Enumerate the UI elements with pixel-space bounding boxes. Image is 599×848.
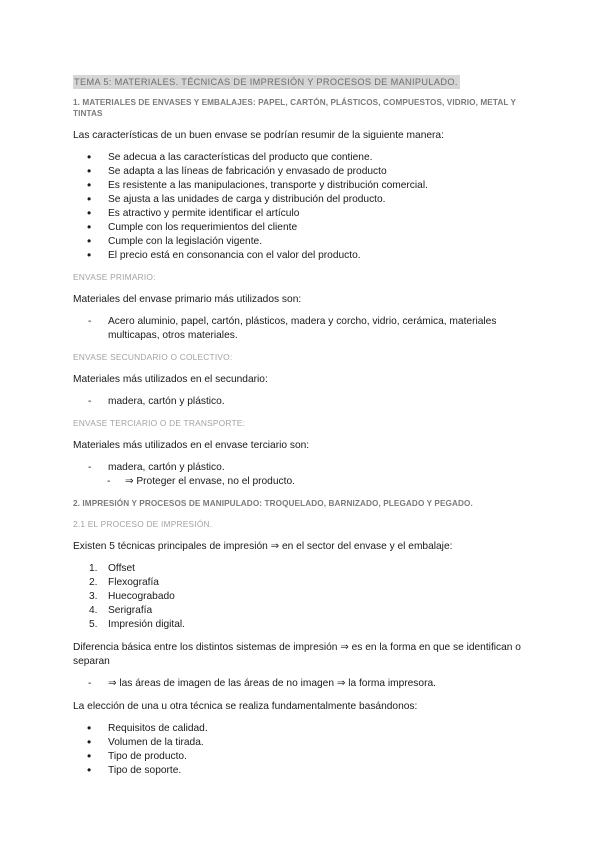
section-2-intro: Existen 5 técnicas principales de impresión ⇒ en el sector del envase y el embalaje: bbox=[73, 541, 453, 552]
section-1-heading: 1. MATERIALES DE ENVASES Y EMBALAJES: PAPEL, CARTÓN, PLÁSTICOS, COMPUESTOS, VIDRIO, METAL Y TINTAS bbox=[73, 98, 516, 118]
difference-text: Diferencia básica entre los distintos sistemas de impresión ⇒ es en la forma en que se identifican o separan bbox=[73, 642, 521, 667]
list-item: - madera, cartón y plástico. bbox=[88, 462, 225, 473]
list-item: • Tipo de producto. bbox=[73, 750, 533, 764]
primary-packaging-text: Materiales del envase primario más utilizados son: bbox=[73, 294, 302, 305]
list-item: • Cumple con los requerimientos del cliente bbox=[73, 221, 533, 235]
primary-materials-list bbox=[73, 315, 533, 343]
tertiary-sub-list bbox=[73, 475, 533, 489]
choice-text: La elección de una u otra técnica se realiza fundamentalmente basándonos: bbox=[73, 701, 418, 712]
list-item: • Se ajusta a las unidades de carga y distribución del producto. bbox=[73, 193, 533, 207]
list-item: 2. Flexografía bbox=[89, 577, 159, 588]
list-item: - Acero aluminio, papel, cartón, plásticos, madera y corcho, vidrio, cerámica, materiales multicapas, otros materiales. bbox=[88, 316, 497, 341]
list-item: • Cumple con la legislación vigente. bbox=[73, 235, 533, 249]
list-item: • Es atractivo y permite identificar el artículo bbox=[73, 207, 533, 221]
tertiary-materials-list bbox=[73, 461, 533, 489]
secondary-materials-list bbox=[73, 395, 533, 409]
section-2-1-heading: 2.1 EL PROCESO DE IMPRESIÓN. bbox=[73, 519, 213, 529]
list-item: • Se adecua a las características del producto que contiene. bbox=[73, 151, 533, 165]
secondary-packaging-text: Materiales más utilizados en el secundario: bbox=[73, 374, 268, 385]
list-item: • Se adapta a las líneas de fabricación y envasado de producto bbox=[73, 165, 533, 179]
printing-techniques-list bbox=[73, 562, 533, 632]
list-item: - ⇒ las áreas de imagen de las áreas de no imagen ⇒ la forma impresora. bbox=[88, 678, 436, 689]
list-item: - ⇒ Proteger el envase, no el producto. bbox=[107, 476, 295, 487]
tertiary-packaging-heading: ENVASE TERCIARIO O DE TRANSPORTE: bbox=[73, 418, 246, 428]
list-item: 4. Serigrafía bbox=[89, 605, 153, 616]
characteristics-list bbox=[73, 151, 533, 263]
section-1-intro: Las características de un buen envase se podrían resumir de la siguiente manera: bbox=[73, 130, 444, 141]
list-item: • Requisitos de calidad. bbox=[73, 722, 533, 736]
list-item: 5. Impresión digital. bbox=[89, 619, 186, 630]
primary-packaging-heading: ENVASE PRIMARIO: bbox=[73, 272, 156, 282]
secondary-packaging-heading: ENVASE SECUNDARIO O COLECTIVO: bbox=[73, 352, 233, 362]
nested-list-container bbox=[73, 475, 533, 489]
tertiary-packaging-text: Materiales más utilizados en el envase terciario son: bbox=[73, 440, 310, 451]
list-item: • Es resistente a las manipulaciones, transporte y distribución comercial. bbox=[73, 179, 533, 193]
document-title: TEMA 5: MATERIALES. TÉCNICAS DE IMPRESIÓN Y PROCESOS DE MANIPULADO. bbox=[74, 77, 458, 87]
criteria-list bbox=[73, 722, 533, 778]
section-2-heading: 2. IMPRESIÓN Y PROCESOS DE MANIPULADO: TROQUELADO, BARNIZADO, PLEGADO Y PEGADO. bbox=[73, 499, 473, 508]
list-item: • Tipo de soporte. bbox=[73, 764, 533, 778]
list-item: 1. Offset bbox=[89, 563, 135, 574]
list-item: • Volumen de la tirada. bbox=[73, 736, 533, 750]
difference-list bbox=[73, 677, 533, 691]
list-item: - madera, cartón y plástico. bbox=[88, 396, 225, 407]
list-item: • El precio está en consonancia con el valor del producto. bbox=[73, 249, 533, 263]
list-item: 3. Huecograbado bbox=[89, 591, 175, 602]
document-content bbox=[73, 72, 533, 787]
